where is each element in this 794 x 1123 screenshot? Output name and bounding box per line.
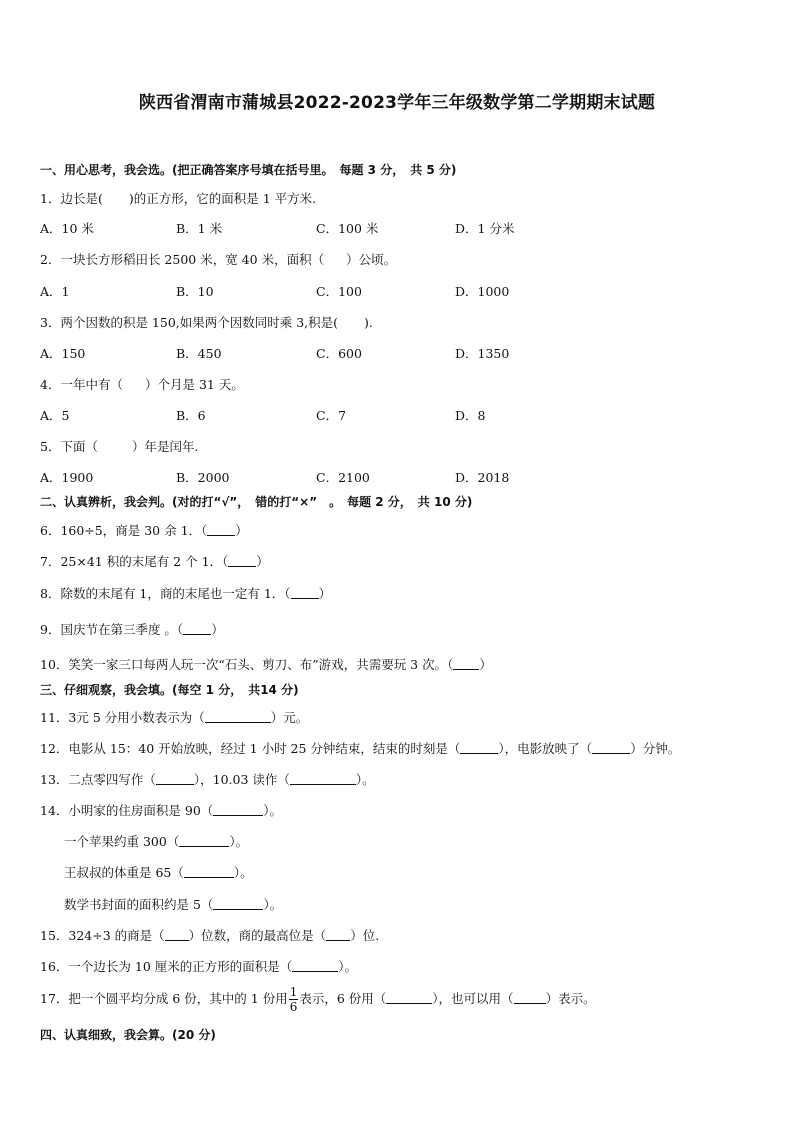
question-17 [40,985,596,1014]
q6-text-a: 6．160÷5，商是 30 余 1．（ [40,523,208,538]
section-4-heading: 四、认真细致，我会算。(20 分) [40,1028,216,1042]
q10-text-b: ） [479,657,492,672]
q8-text-b: ） [318,586,332,601]
q17-text-b: 表示，6 份用（ [299,991,387,1006]
q2-option-b[interactable]: B．10 [176,284,214,299]
q3-option-b[interactable]: B．450 [176,346,222,361]
q9-text-b: ） [211,622,224,637]
q16-text-a: 16．一个边长为 10 厘米的正方形的面积是（ [40,959,293,974]
fraction-one-sixth [289,985,299,1014]
q10-answer-blank[interactable] [453,657,479,670]
q14-answer-blank-1[interactable] [213,803,263,816]
q17-text-c: ），也可以用（ [432,991,514,1006]
q3-text-b: ). [364,315,373,330]
q5-text-a: 5．下面（ [40,439,98,454]
q14-text-b: ）。 [263,803,283,818]
q9-answer-blank[interactable] [183,622,211,635]
q3-option-d[interactable]: D．1350 [455,346,510,361]
q12-text-a: 12．电影从 15：40 开始放映，经过 1 小时 25 分钟结束，结束的时刻是（ [40,741,461,756]
q14b-text-b: ）。 [229,834,249,849]
q1-option-d[interactable]: D．1 分米 [455,221,515,236]
question-13 [40,770,375,788]
question-14-part-3 [64,863,253,881]
q1-option-c[interactable]: C．100 米 [316,221,379,236]
q2-text-b: ）公顷。 [346,252,397,267]
q5-option-b[interactable]: B．2000 [176,470,230,485]
q15-text-b: ）位数，商的最高位是（ [188,928,327,943]
q15-answer-blank-1[interactable] [165,928,189,941]
question-14-part-2 [64,832,248,850]
q4-text-a: 4．一年中有（ [40,377,123,392]
q14-answer-blank-2[interactable] [179,834,229,847]
q17-text-d: ）表示。 [545,991,596,1006]
q11-answer-blank[interactable] [205,710,271,723]
q2-text-a: 2．一块长方形稻田长 2500 米，宽 40 米，面积（ [40,252,325,267]
question-7 [40,552,269,570]
q14-answer-blank-4[interactable] [213,897,263,910]
q14-answer-blank-3[interactable] [184,865,234,878]
q5-option-d[interactable]: D．2018 [455,470,510,485]
q14c-text-b: ）。 [233,865,253,880]
q8-text-a: 8．除数的末尾有 1，商的末尾也一定有 1．（ [40,586,291,601]
fraction-numerator: 1 [289,985,298,999]
section-3-heading: 三、仔细观察，我会填。(每空 1 分， 共14 分) [40,683,299,697]
q2-option-d[interactable]: D．1000 [455,284,510,299]
q3-option-c[interactable]: C．600 [316,346,362,361]
section-2-heading: 二、认真辨析，我会判。(对的打“√”， 错的打“×” 。 每题 2 分， 共 10 分) [40,495,473,509]
q15-text-c: ）位. [350,928,380,943]
q16-text-b: ）。 [338,959,358,974]
q8-answer-blank[interactable] [291,586,319,599]
question-4 [40,375,244,393]
q12-answer-blank-1[interactable] [460,741,498,754]
q1-text-b: )的正方形，它的面积是 1 平方米. [128,191,317,206]
q16-answer-blank[interactable] [292,959,338,972]
q6-text-b: ） [235,523,248,538]
q1-option-b[interactable]: B．1 米 [176,221,223,236]
q3-option-a[interactable]: A．150 [40,346,86,361]
question-6 [40,521,248,539]
q12-text-c: ）分钟。 [630,741,681,756]
q13-answer-blank-2[interactable] [290,772,356,785]
q2-option-c[interactable]: C．100 [316,284,362,299]
q15-text-a: 15．324÷3 的商是（ [40,928,165,943]
q1-option-a[interactable]: A．10 米 [40,221,94,236]
q7-text-b: ） [256,554,269,569]
question-14 [40,801,282,819]
q7-text-a: 7．25×41 积的末尾有 2 个 1．（ [40,554,229,569]
q12-text-b: ），电影放映了（ [498,741,593,756]
q6-answer-blank[interactable] [207,523,235,536]
q14b-text-a: 一个苹果约重 300（ [64,834,180,849]
q11-text-a: 11．3元 5 分用小数表示为（ [40,710,205,725]
question-16 [40,957,357,975]
q1-text-a: 1．边长是( [40,191,103,206]
q4-option-b[interactable]: B．6 [176,408,206,423]
fraction-denominator: 6 [289,1000,298,1014]
page-title: 陕西省渭南市蒲城县2022-2023学年三年级数学第二学期期末试题 [138,93,656,113]
q14d-text-b: ）。 [263,897,283,912]
question-3 [40,313,373,331]
section-1-heading: 一、用心思考，我会选。(把正确答案序号填在括号里。 每题 3 分， 共 5 分) [40,163,457,177]
q5-option-c[interactable]: C．2100 [316,470,370,485]
q4-option-c[interactable]: C．7 [316,408,347,423]
q14d-text-a: 数学书封面的面积约是 5（ [64,897,214,912]
q17-answer-blank-2[interactable] [514,991,546,1004]
question-11 [40,708,308,726]
question-1 [40,189,316,207]
q17-answer-blank-1[interactable] [386,991,432,1004]
q14c-text-a: 王叔叔的体重是 65（ [64,865,184,880]
question-12 [40,739,680,757]
q17-text-a: 17．把一个圆平均分成 6 份，其中的 1 份用 [40,991,288,1006]
q13-text-b: ），10.03 读作（ [193,772,290,787]
question-5 [40,437,198,455]
q13-answer-blank-1[interactable] [156,772,194,785]
q4-text-b: ）个月是 31 天。 [144,377,244,392]
q2-option-a[interactable]: A．1 [40,284,70,299]
q14-text-a: 14．小明家的住房面积是 90（ [40,803,214,818]
q9-text-a: 9．国庆节在第三季度 。（ [40,622,184,637]
question-14-part-4 [64,895,282,913]
q15-answer-blank-2[interactable] [326,928,350,941]
q13-text-a: 13．二点零四写作（ [40,772,156,787]
q12-answer-blank-2[interactable] [592,741,630,754]
q5-text-b: ）年是闰年. [131,439,199,454]
question-8 [40,584,331,602]
question-10 [40,655,492,673]
q4-option-a[interactable]: A．5 [40,408,70,423]
question-9 [40,620,224,638]
question-2 [40,250,396,268]
q13-text-c: ）。 [355,772,375,787]
q10-text-a: 10．笑笑一家三口每两人玩一次“石头、剪刀、布”游戏，共需要玩 3 次。（ [40,657,454,672]
q4-option-d[interactable]: D．8 [455,408,486,423]
question-15 [40,926,379,944]
q11-text-b: ）元。 [270,710,309,725]
q5-option-a[interactable]: A．1900 [40,470,94,485]
q7-answer-blank[interactable] [228,554,256,567]
q3-text-a: 3．两个因数的积是 150,如果两个因数同时乘 3,积是( [40,315,339,330]
